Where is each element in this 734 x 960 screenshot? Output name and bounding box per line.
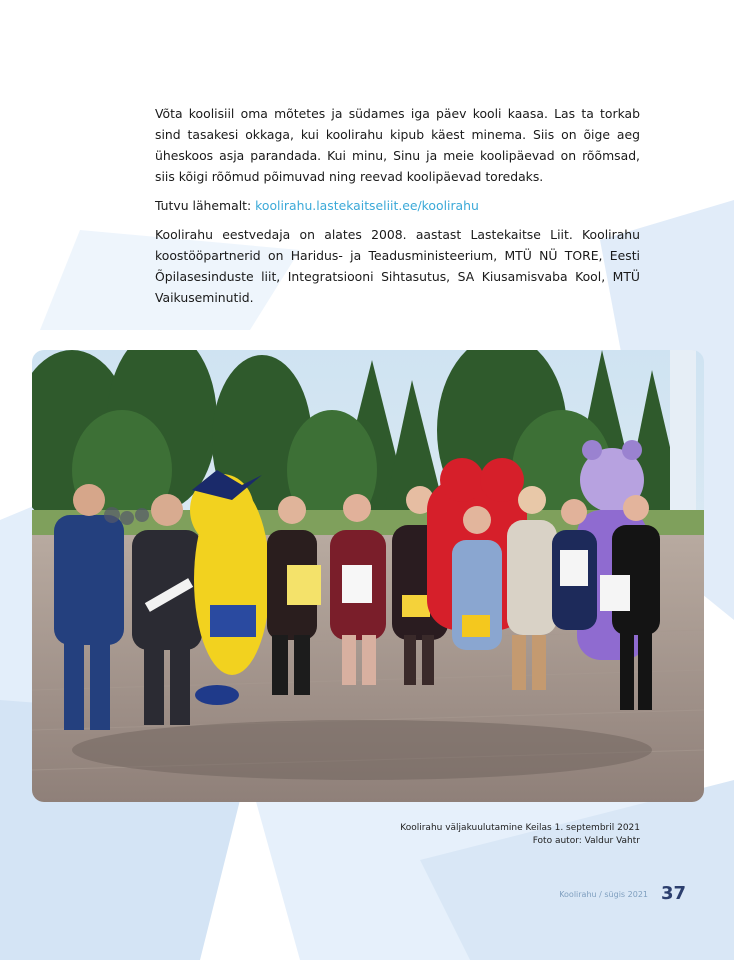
publication-name: Koolirahu / sügis 2021 (559, 890, 648, 899)
photo-caption (320, 822, 640, 848)
paragraph-3: Koolirahu eestvedaja on alates 2008. aastast Lastekaitse Liit. Koolirahu koostööpartnerid on Haridus- ja Teadusministeerium, MTÜ NÜ TORE, Eesti Õpilasesinduste liit, Integratsiooni Sihtasutus, SA Kiusamisvaba Kool, MTÜ Vaikuseminutid. (155, 227, 640, 305)
caption-line-2: Foto autor: Valdur Vahtr (532, 836, 640, 846)
paragraph-1: Võta koolisiil oma mõtetes ja südames iga päev kooli kaasa. Las ta torkab sind tasakesi okkaga, kui koolirahu kipub käest minema. Siis on õige aeg üheskoos asja parandada. Kui minu, Sinu ja meie koolipäevad on rõõmsad, siis kõigi rõõmud põimuvad ning reevad koolipäevad toredaks. (155, 106, 640, 184)
body-text (155, 103, 640, 316)
more-info-label: Tutvu lähemalt: (155, 198, 252, 213)
caption-line-1: Koolirahu väljakuulutamine Keilas 1. septembril 2021 (400, 823, 640, 833)
more-info-line (155, 195, 640, 216)
page-number: 37 (660, 883, 686, 904)
koolirahu-link[interactable]: koolirahu.lastekaitseliit.ee/koolirahu (255, 198, 479, 213)
group-photo (32, 350, 704, 802)
